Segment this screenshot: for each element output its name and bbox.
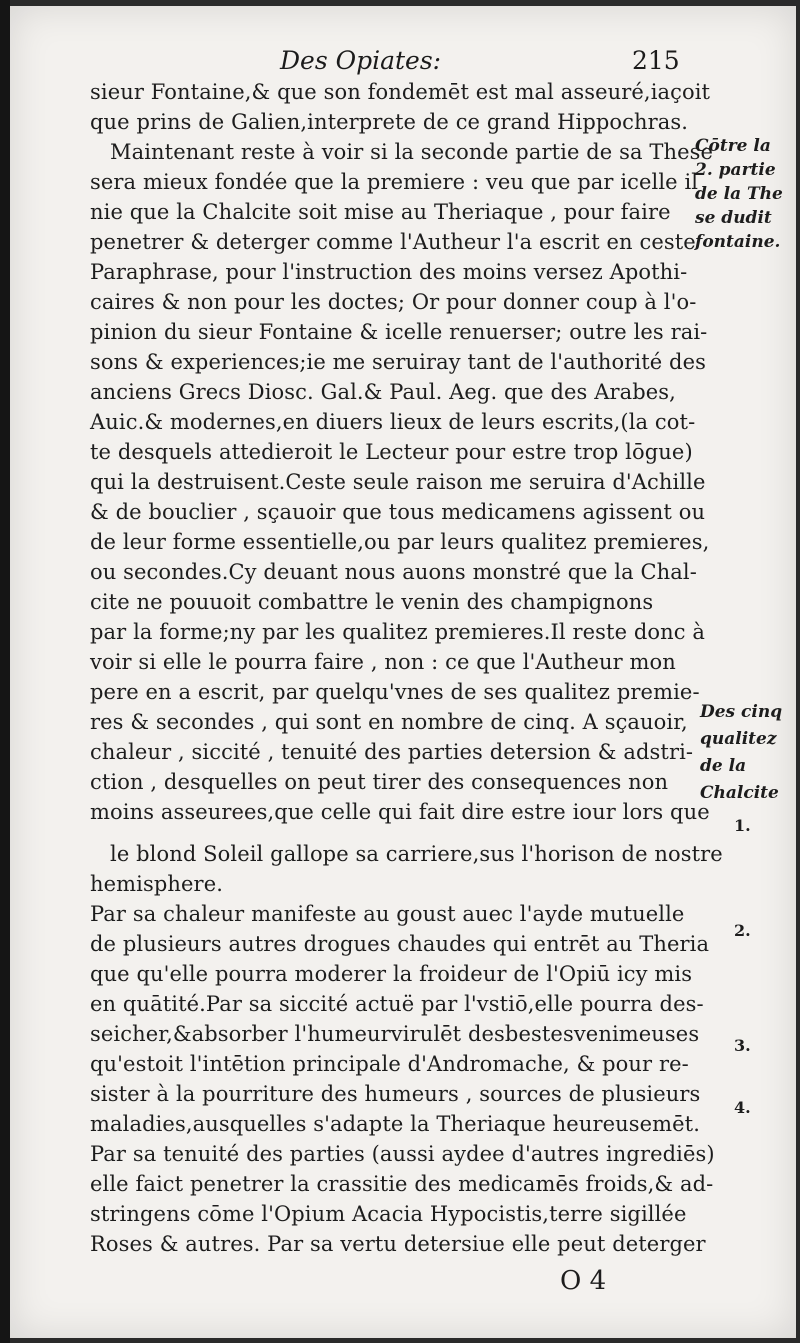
text-line: pinion du sieur Fontaine & icelle renuerser; outre les rai- [90,320,708,344]
page-gutter [0,0,10,1343]
text-line: que prins de Galien,interprete de ce grand Hippochras. [90,110,689,134]
text-line: qu'estoit l'intētion principale d'Andromache, & pour re- [90,1052,689,1076]
text-line: te desquels attedieroit le Lecteur pour estre trop lōgue) [90,440,693,464]
text-line: anciens Grecs Diosc. Gal.& Paul. Aeg. que des Arabes, [90,380,676,404]
text-line: caires & non pour les doctes; Or pour donner coup à l'o- [90,290,697,314]
text-line: Auic.& modernes,en diuers lieux de leurs escrits,(la cot- [90,410,696,434]
margin-note-contre-5: fontaine. [695,232,781,252]
text-line: Par sa chaleur manifeste au goust auec l'ayde mutuelle [90,902,685,926]
text-line: par la forme;ny par les qualitez premieres.Il reste donc à [90,620,706,644]
margin-note-cinq-2: qualitez [700,729,777,749]
text-line: de plusieurs autres drogues chaudes qui entrēt au Theria [90,932,710,956]
text-line: Roses & autres. Par sa vertu detersiue elle peut deterger [90,1232,706,1256]
signature-mark: O 4 [560,1266,607,1296]
margin-note-contre-3: de la The [695,184,783,204]
text-line: ou secondes.Cy deuant nous auons monstré que la Chal- [90,560,697,584]
margin-number-2: 2. [734,921,751,940]
text-line: que qu'elle pourra moderer la froideur de l'Opiū icy mis [90,962,693,986]
margin-number-1: 1. [734,816,751,835]
text-line: sieur Fontaine,& que son fondemēt est mal asseuré,iaçoit [90,80,711,104]
text-line: moins asseurees,que celle qui fait dire estre iour lors que [90,800,710,824]
margin-note-cinq-1: Des cinq [700,702,783,722]
text-line: maladies,ausquelles s'adapte la Theriaque heureusemēt. [90,1112,701,1136]
text-line: qui la destruisent.Ceste seule raison me seruira d'Achille [90,470,706,494]
text-line: Maintenant reste à voir si la seconde partie de sa These [110,140,714,164]
text-line: res & secondes , qui sont en nombre de cinq. A sçauoir, [90,710,688,734]
margin-note-contre-2: 2. partie [695,160,776,180]
text-line: cite ne pouuoit combattre le venin des champignons [90,590,654,614]
text-line: Par sa tenuité des parties (aussi aydee d'autres ingrediēs) [90,1142,715,1166]
margin-note-cinq-3: de la [700,756,747,776]
margin-note-contre-1: Cōtre la [695,136,771,156]
text-line: en quātité.Par sa siccité actuë par l'vstiō,elle pourra des- [90,992,704,1016]
text-line: elle faict penetrer la crassitie des medicamēs froids,& ad- [90,1172,714,1196]
text-line: & de bouclier , sçauoir que tous medicamens agissent ou [90,500,706,524]
text-line: pere en a escrit, par quelqu'vnes de ses qualitez premie- [90,680,700,704]
text-line: stringens cōme l'Opium Acacia Hypocistis,terre sigillée [90,1202,687,1226]
margin-note-contre-4: se dudit [695,208,772,228]
text-line: hemisphere. [90,872,223,896]
text-line: Paraphrase, pour l'instruction des moins versez Apothi- [90,260,688,284]
text-line: ction , desquelles on peut tirer des consequences non [90,770,669,794]
margin-number-3: 3. [734,1036,751,1055]
text-line: le blond Soleil gallope sa carriere,sus l'horison de nostre [110,842,723,866]
text-line: nie que la Chalcite soit mise au Theriaque , pour faire [90,200,671,224]
running-header: Des Opiates: [280,46,442,75]
text-line: seicher,&absorber l'humeurvirulēt desbestesvenimeuses [90,1022,700,1046]
margin-note-cinq-4: Chalcite [700,783,779,803]
text-line: voir si elle le pourra faire , non : ce que l'Autheur mon [90,650,676,674]
text-line: sister à la pourriture des humeurs , sources de plusieurs [90,1082,701,1106]
page-number: 215 [632,46,680,75]
text-line: sera mieux fondée que la premiere : veu que par icelle il [90,170,699,194]
text-line: sons & experiences;ie me seruiray tant de l'authorité des [90,350,707,374]
text-line: chaleur , siccité , tenuité des parties detersion & adstri- [90,740,694,764]
text-line: penetrer & deterger comme l'Autheur l'a escrit en ceste [90,230,696,254]
book-page [10,6,796,1338]
text-line: de leur forme essentielle,ou par leurs qualitez premieres, [90,530,710,554]
margin-number-4: 4. [734,1098,751,1117]
